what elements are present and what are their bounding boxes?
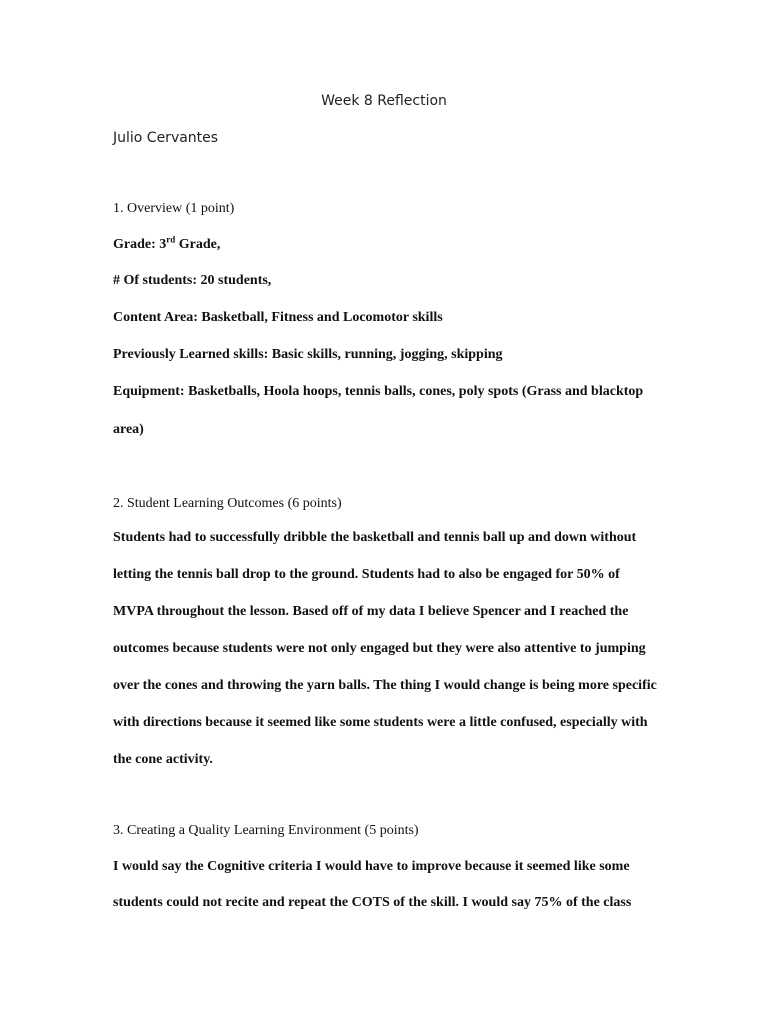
grade-line (113, 234, 221, 253)
outcomes-paragraph-line: over the cones and throwing the yarn balls. The thing I would change is being more specific (113, 678, 657, 693)
equipment-line-continued: area) (113, 422, 144, 437)
outcomes-paragraph-line: with directions because it seemed like some students were a little confused, especially with (113, 715, 648, 730)
overview-heading: 1. Overview (1 point) (113, 201, 235, 216)
students-line: # Of students: 20 students, (113, 273, 272, 288)
grade-superscript: rd (166, 234, 176, 245)
outcomes-paragraph-line: outcomes because students were not only engaged but they were also attentive to jumping (113, 641, 646, 656)
outcomes-heading: 2. Student Learning Outcomes (6 points) (113, 496, 342, 511)
content-area-line: Content Area: Basketball, Fitness and Locomotor skills (113, 310, 443, 325)
outcomes-paragraph-line: Students had to successfully dribble the basketball and tennis ball up and down without (113, 530, 637, 545)
outcomes-paragraph-line: letting the tennis ball drop to the ground. Students had to also be engaged for 50% of (113, 567, 620, 582)
previous-skills-line: Previously Learned skills: Basic skills, running, jogging, skipping (113, 347, 503, 362)
environment-heading: 3. Creating a Quality Learning Environment (5 points) (113, 823, 419, 838)
author-name: Julio Cervantes (113, 130, 219, 146)
outcomes-paragraph-line: the cone activity. (113, 752, 213, 767)
document-title: Week 8 Reflection (321, 93, 447, 109)
outcomes-paragraph-line: MVPA throughout the lesson. Based off of my data I believe Spencer and I reached the (113, 604, 629, 619)
grade-suffix: Grade, (175, 237, 221, 252)
equipment-line: Equipment: Basketballs, Hoola hoops, tennis balls, cones, poly spots (Grass and blacktop (113, 384, 644, 399)
grade-prefix: Grade: 3 (113, 237, 167, 252)
environment-paragraph-line: I would say the Cognitive criteria I would have to improve because it seemed like some (113, 859, 630, 874)
environment-paragraph-line: students could not recite and repeat the COTS of the skill. I would say 75% of the class (113, 895, 632, 910)
